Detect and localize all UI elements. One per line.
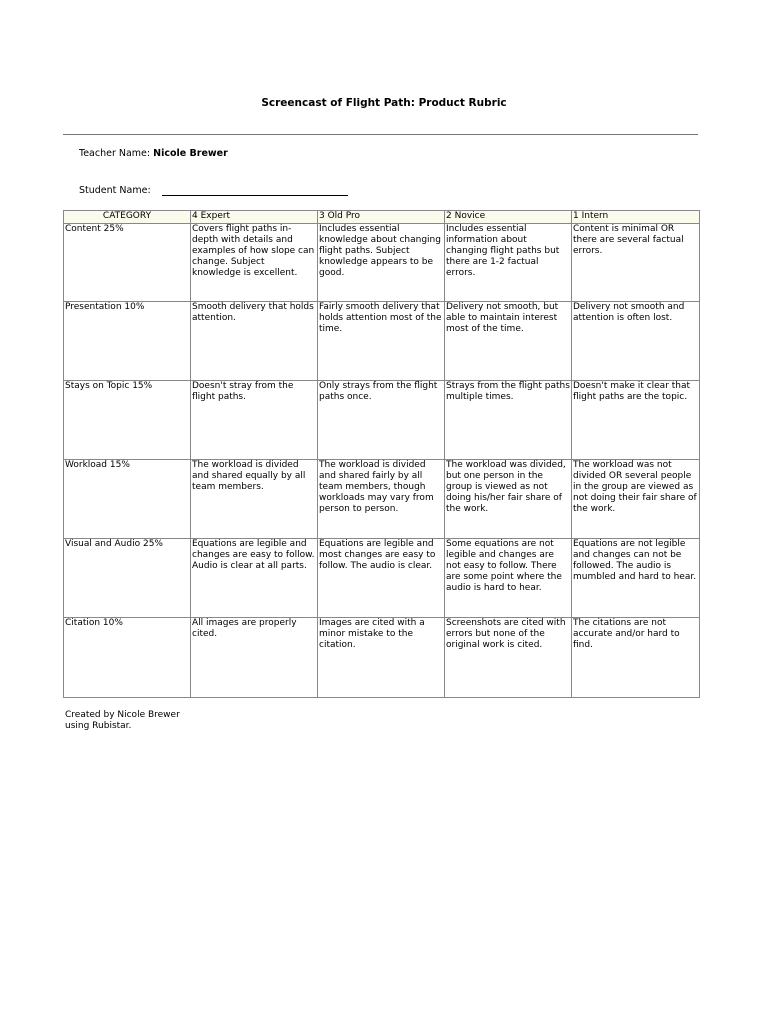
teacher-label: Teacher Name: — [79, 148, 151, 159]
rubric-table — [63, 210, 700, 698]
header-category: CATEGORY — [64, 211, 191, 224]
table-cell: Some equations are not legible and changes are not easy to follow. There are some point where the audio is hard to hear. — [445, 539, 572, 618]
table-cell: Doesn't stray from the flight paths. — [191, 381, 318, 460]
table-cell: All images are properly cited. — [191, 618, 318, 698]
student-name-label: Student Name: — [79, 185, 151, 196]
row-category: Workload 15% — [64, 460, 191, 539]
table-cell: Screenshots are cited with errors but none of the original work is cited. — [445, 618, 572, 698]
table-cell: Only strays from the flight paths once. — [318, 381, 445, 460]
divider — [63, 134, 698, 135]
table-cell: Smooth delivery that holds attention. — [191, 302, 318, 381]
header-old-pro: 3 Old Pro — [318, 211, 445, 224]
row-category: Citation 10% — [64, 618, 191, 698]
table-cell: Includes essential knowledge about changing flight paths. Subject knowledge appears to be good. — [318, 224, 445, 302]
teacher-name — [79, 148, 228, 159]
row-category: Visual and Audio 25% — [64, 539, 191, 618]
header-row — [64, 211, 700, 224]
table-cell: The workload is divided and shared equally by all team members. — [191, 460, 318, 539]
table-row — [64, 539, 700, 618]
table-cell: Equations are legible and changes are easy to follow. Audio is clear at all parts. — [191, 539, 318, 618]
table-cell: Images are cited with a minor mistake to the citation. — [318, 618, 445, 698]
header-intern: 1 Intern — [572, 211, 700, 224]
table-cell: Doesn't make it clear that flight paths are the topic. — [572, 381, 700, 460]
table-cell: Content is minimal OR there are several factual errors. — [572, 224, 700, 302]
row-category: Presentation 10% — [64, 302, 191, 381]
table-cell: Fairly smooth delivery that holds attention most of the time. — [318, 302, 445, 381]
footer-credit — [65, 710, 180, 732]
table-cell: The workload was not divided OR several people in the group are viewed as not doing their fair share of the work. — [572, 460, 700, 539]
table-cell: Equations are not legible and changes can not be followed. The audio is mumbled and hard to hear. — [572, 539, 700, 618]
table-row — [64, 224, 700, 302]
table-cell: Delivery not smooth and attention is often lost. — [572, 302, 700, 381]
header-expert: 4 Expert — [191, 211, 318, 224]
header-novice: 2 Novice — [445, 211, 572, 224]
footer-line-2: using Rubistar. — [65, 721, 132, 731]
row-category: Content 25% — [64, 224, 191, 302]
row-category: Stays on Topic 15% — [64, 381, 191, 460]
table-row — [64, 302, 700, 381]
table-cell: Strays from the flight paths multiple times. — [445, 381, 572, 460]
teacher-name-value: Nicole Brewer — [153, 148, 228, 159]
table-cell: The workload is divided and shared fairly by all team members, though workloads may vary from person to person. — [318, 460, 445, 539]
table-cell: The citations are not accurate and/or hard to find. — [572, 618, 700, 698]
footer-line-1: Created by Nicole Brewer — [65, 710, 180, 720]
page-title: Screencast of Flight Path: Product Rubric — [261, 97, 507, 109]
table-cell: Equations are legible and most changes are easy to follow. The audio is clear. — [318, 539, 445, 618]
table-cell: Covers flight paths in-depth with details and examples of how slope can change. Subject knowledge is excellent. — [191, 224, 318, 302]
table-cell: Includes essential information about changing flight paths but there are 1-2 factual errors. — [445, 224, 572, 302]
table-row — [64, 618, 700, 698]
table-cell: Delivery not smooth, but able to maintain interest most of the time. — [445, 302, 572, 381]
student-name-blank — [162, 195, 348, 196]
table-cell: The workload was divided, but one person in the group is viewed as not doing his/her fair share of the work. — [445, 460, 572, 539]
table-row — [64, 460, 700, 539]
table-row — [64, 381, 700, 460]
